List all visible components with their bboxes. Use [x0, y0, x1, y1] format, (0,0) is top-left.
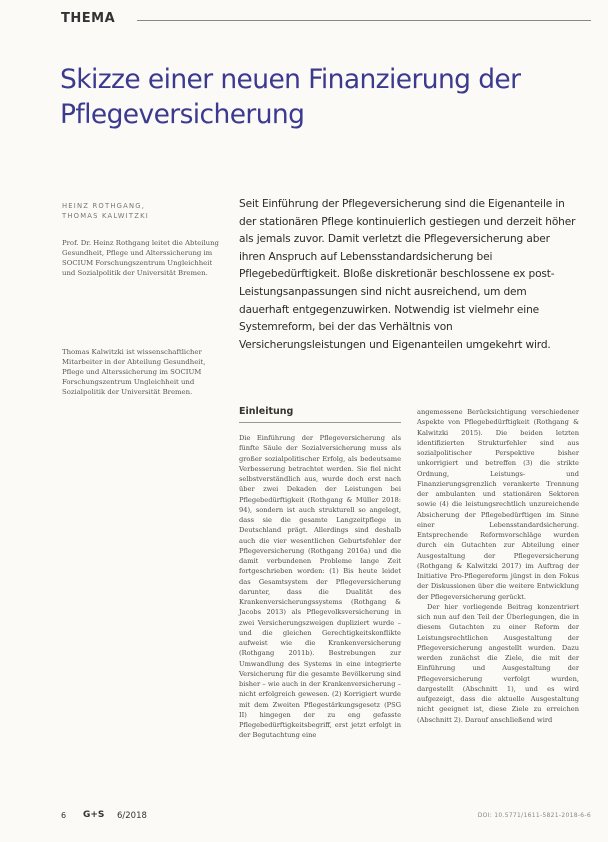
- author-bio-2: Thomas Kalwitzki ist wissenschaftlicher Mitarbeiter in der Abteilung Gesundheit, Pflege und Alterssicherung im SOCIUM Forschungszentrum Ungleichheit und Sozialpolitik der Universität Bremen.: [62, 348, 206, 396]
- body-column-right: [417, 407, 579, 725]
- body-paragraph: Der hier vorliegende Beitrag konzentriert sich nun auf den Teil der Überlegungen, die in diesem Gutachten zu einer Reform der Leistungsrechtlichen Ausgestaltung der Pflegeversicherung angestellt wurden. Dazu werden zunächst die Ziele, die mit der Einführung und Ausgestaltung der Pflegeversicherung verfolgt wurden, dargestellt (Abschnitt 1), und es wird aufgezeigt, dass die aktuelle Ausgestaltung nicht geeignet ist, diese Ziele zu erreichen (Abschnitt 2). Darauf anschließend wird: [417, 602, 579, 724]
- section-heading: Einleitung: [239, 406, 294, 417]
- page-number: 6: [61, 811, 67, 820]
- journal-name: G+S: [83, 810, 105, 820]
- author-1: HEINZ ROTHGANG,: [62, 202, 146, 210]
- section-label: THEMA: [61, 11, 116, 26]
- journal-issue: 6/2018: [117, 811, 147, 821]
- author-bio-1: Prof. Dr. Heinz Rothgang leitet die Abteilung Gesundheit, Pflege und Alterssicherung im SOCIUM Forschungszentrum Ungleichheit und Sozialpolitik der Universität Bremen.: [62, 239, 219, 277]
- section-heading-rule: [239, 422, 401, 423]
- author-2: THOMAS KALWITZKI: [62, 212, 149, 220]
- page-footer: [61, 811, 591, 823]
- body-paragraph: angemessene Berücksichtigung verschiedener Aspekte von Pflegebedürftigkeit (Rothgang & Kalwitzki 2015). Die beiden letzten identifizierten Strukturfehler sind aus sozialpolitischer Perspektive bisher unkorrigiert und betreffen (3) die strikte Ordnung, Leistungs- und Finanzierungsgrenzlich verankerte Trennung der ambulanten und stationären Sektoren sowie (4) die leistungsrechtlich unzureichende Absicherung der Pflegebedürftigen im Sinne einer Lebensstandardsicherung. Entsprechende Reformvorschläge wurden durch ein Gutachten zur Abteilung einer Ausgestaltung der Pflegeversicherung (Rothgang & Kalwitzki 2017) im Auftrag der Initiative Pro-Pflegereform jüngst in den Fokus der Diskussionen über die weitere Entwicklung der Pflegeversicherung gerückt.: [417, 408, 579, 601]
- article-title: Skizze einer neuen Finanzierung der Pflegeversicherung: [60, 64, 521, 130]
- doi-reference: DOI: 10.5771/1611-5821-2018-6-6: [477, 812, 591, 819]
- body-column-left: [239, 433, 401, 741]
- header-rule: [137, 20, 591, 21]
- page-header: [61, 11, 591, 31]
- lead-paragraph: Seit Einführung der Pflegeversicherung sind die Eigenanteile in der stationären Pflege kontinuierlich gestiegen und derzeit höher als jemals zuvor. Damit verletzt die Pflegeversicherung aber ihren Anspruch auf Lebensstandardsicherung bei Pflegebedürftigkeit. Bloße diskretionär beschlossene ex post-Leistungsanpassungen sind nicht ausreichend, um dem dauerhaft entgegenzuwirken. Notwendig ist vielmehr eine Systemreform, bei der das Verhältnis von Versicherungsleistungen und Eigenanteilen umgekehrt wird.: [239, 198, 576, 351]
- body-paragraph: Die Einführung der Pflegeversicherung als fünfte Säule der Sozialversicherung muss als großer sozialpolitischer Erfolg, als bedeutsame Verbesserung betrachtet werden. Sie fiel nicht selbstverständlich aus, wurde doch erst nach über zwei Dekaden der Leistungen bei Pflegebedürftigkeit (Rothgang & Müller 2018: 94), sondern ist auch strukturell so angelegt, dass sie die gesamte Langzeitpflege in Deutschland prägt. Allerdings sind deshalb auch die vier wesentlichen Geburtsfehler der Pflegeversicherung (Rothgang 2016a) und die damit verbundenen Probleme lange Zeit fortgeschrieben worden: (1) Bis heute leidet das Gesamtsystem der Pflegeversicherung darunter, dass die Dualität des Krankenversicherungssystems (Rothgang & Jacobs 2013) als Pflegevolksversicherung in zwei Versicherungszweigen dupliziert wurde – und die gleichen Gerechtigkeitskonflikte aufweist wie die Krankenversicherung (Rothgang 2011b). Bestrebungen zur Umwandlung des Systems in eine integrierte Versicherung für die gesamte Bevölkerung sind bisher – wie auch in der Krankenversicherung – nicht erfolgreich gewesen. (2) Korrigiert wurde mit dem Zweiten Pflegestärkungsgesetz (PSG II) hingegen der zu eng gefasste Pflegebedürftigkeitsbegriff, erst jetzt erfolgt in der Begutachtung eine: [239, 434, 401, 740]
- author-names: [62, 201, 222, 221]
